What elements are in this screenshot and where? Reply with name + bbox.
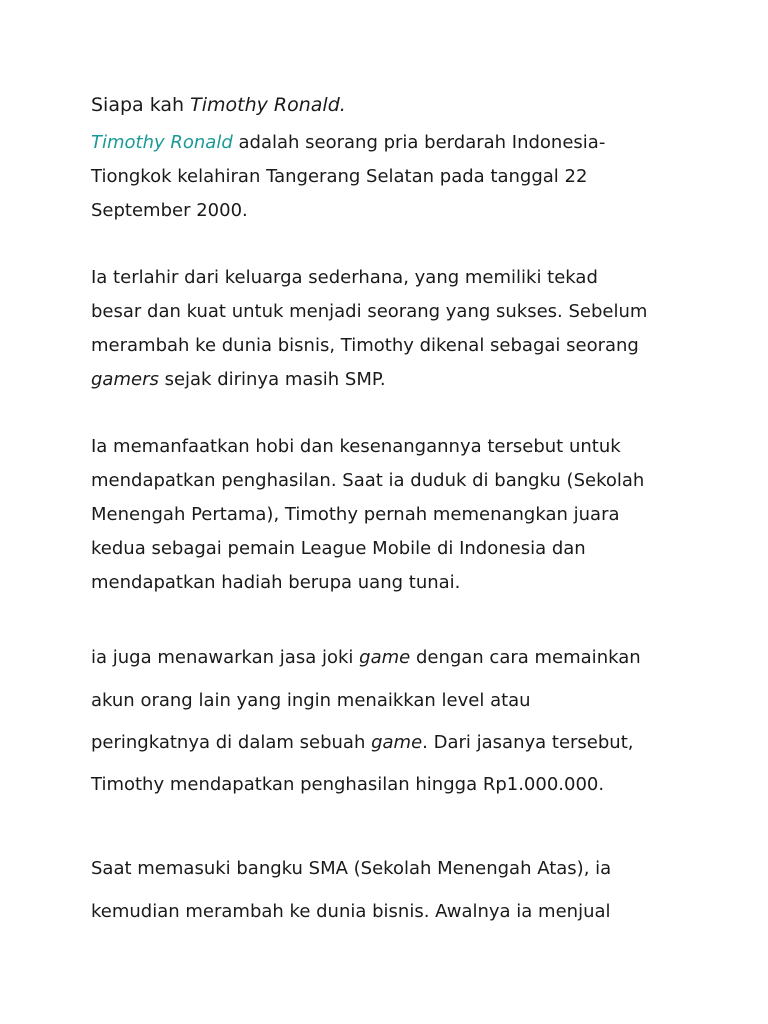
p2-line-3: merambah ke dunia bisnis, Timothy dikenal sebagai seorang bbox=[91, 335, 639, 356]
timothy-ronald-link[interactable]: Timothy Ronald bbox=[91, 132, 233, 153]
p1-line-2: Tiongkok kelahiran Tangerang Selatan pada tanggal 22 bbox=[91, 166, 588, 187]
p4-line-1 bbox=[91, 647, 641, 669]
p2-line-1: Ia terlahir dari keluarga sederhana, yang memiliki tekad bbox=[91, 267, 598, 288]
p3-line-2: mendapatkan penghasilan. Saat ia duduk di bangku (Sekolah bbox=[91, 470, 645, 491]
title-name: Timothy Ronald. bbox=[190, 94, 346, 116]
p4-line-2: akun orang lain yang ingin menaikkan level atau bbox=[91, 690, 531, 711]
p2-line-4-text: sejak dirinya masih SMP. bbox=[158, 369, 386, 390]
p5-line-2: kemudian merambah ke dunia bisnis. Awalnya ia menjual bbox=[91, 901, 611, 922]
p4-line-1-pre: ia juga menawarkan jasa joki bbox=[91, 647, 360, 668]
document-title bbox=[91, 94, 346, 116]
p3-line-5: mendapatkan hadiah berupa uang tunai. bbox=[91, 572, 461, 593]
p4-line-3 bbox=[91, 732, 633, 754]
p1-line-1-text: adalah seorang pria berdarah Indonesia- bbox=[232, 132, 606, 153]
p1-line-3: September 2000. bbox=[91, 200, 248, 221]
p1-line-1 bbox=[91, 132, 605, 154]
game-word-2: game bbox=[371, 732, 423, 753]
p4-line-3-pre: peringkatnya di dalam sebuah bbox=[91, 732, 372, 753]
game-word-1: game bbox=[359, 647, 411, 668]
p5-line-1: Saat memasuki bangku SMA (Sekolah Menengah Atas), ia bbox=[91, 858, 612, 879]
p2-line-2: besar dan kuat untuk menjadi seorang yang sukses. Sebelum bbox=[91, 301, 648, 322]
p2-line-4 bbox=[91, 369, 386, 391]
p4-line-4: Timothy mendapatkan penghasilan hingga Rp1.000.000. bbox=[91, 774, 605, 795]
p3-line-1: Ia memanfaatkan hobi dan kesenangannya tersebut untuk bbox=[91, 436, 621, 457]
p4-line-1-post: dengan cara memainkan bbox=[410, 647, 641, 668]
p3-line-3: Menengah Pertama), Timothy pernah memenangkan juara bbox=[91, 504, 620, 525]
gamers-word: gamers bbox=[91, 369, 159, 390]
title-lead: Siapa kah bbox=[91, 94, 191, 116]
p4-line-3-post: . Dari jasanya tersebut, bbox=[422, 732, 634, 753]
p3-line-4: kedua sebagai pemain League Mobile di Indonesia dan bbox=[91, 538, 586, 559]
